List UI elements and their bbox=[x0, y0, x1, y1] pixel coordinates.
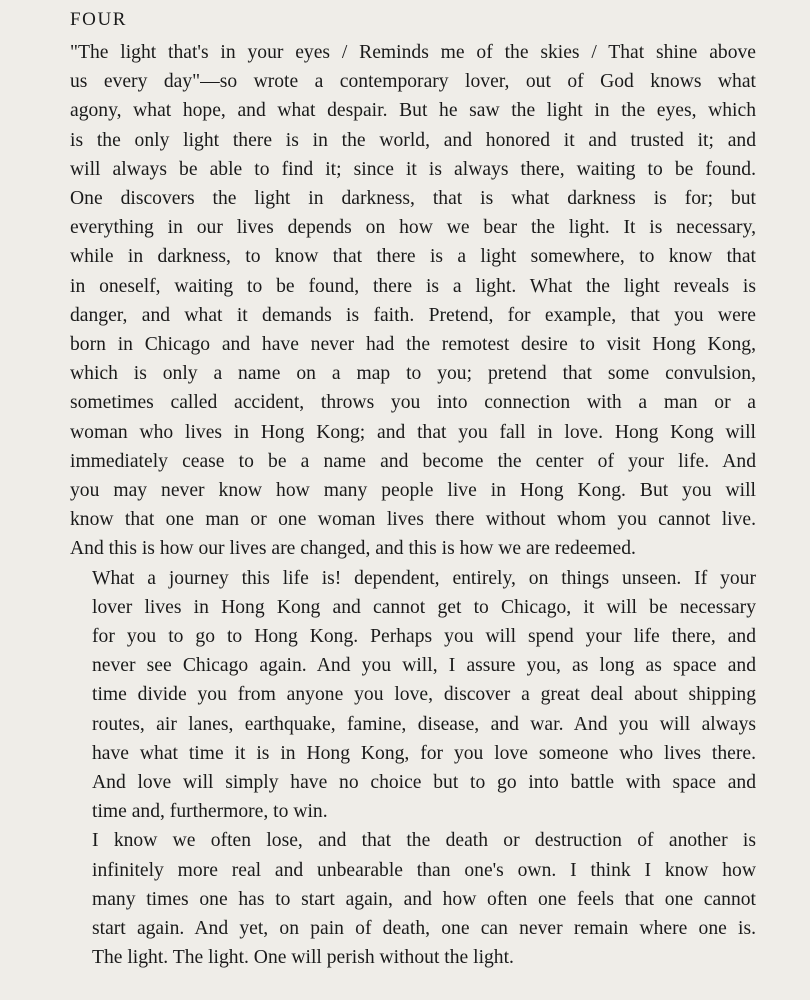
text-line: will always be able to find it; since it is always there, waiting to be found. bbox=[70, 158, 756, 180]
text-line: The light. The light. One will perish without the light. bbox=[92, 947, 514, 969]
text-line: sometimes called accident, throws you into connection with a man or a bbox=[70, 392, 756, 414]
text-line: us every day"—so wrote a contemporary lover, out of God knows what bbox=[70, 71, 756, 93]
text-line: which is only a name on a map to you; pretend that some convulsion, bbox=[70, 363, 756, 385]
chapter-heading: FOUR bbox=[70, 9, 128, 30]
text-line: time and, furthermore, to win. bbox=[92, 801, 328, 823]
text-line: have what time it is in Hong Kong, for you love someone who lives there. bbox=[92, 742, 756, 764]
text-line: routes, air lanes, earthquake, famine, disease, and war. And you will always bbox=[92, 713, 756, 735]
text-line: time divide you from anyone you love, discover a great deal about shipping bbox=[92, 684, 756, 706]
text-line: you may never know how many people live in Hong Kong. But you will bbox=[70, 480, 756, 502]
body-text bbox=[70, 38, 756, 973]
text-line: never see Chicago again. And you will, I assure you, as long as space and bbox=[92, 655, 756, 677]
paragraph-3 bbox=[70, 826, 756, 972]
text-line: immediately cease to be a name and become the center of your life. And bbox=[70, 450, 756, 472]
text-line: lover lives in Hong Kong and cannot get to Chicago, it will be necessary bbox=[92, 596, 756, 618]
text-line: is the only light there is in the world, and honored it and trusted it; and bbox=[70, 129, 756, 151]
text-line: everything in our lives depends on how we bear the light. It is necessary, bbox=[70, 217, 756, 239]
text-line: And love will simply have no choice but to go into battle with space and bbox=[92, 772, 756, 794]
text-line: born in Chicago and have never had the remotest desire to visit Hong Kong, bbox=[70, 334, 756, 356]
text-line: for you to go to Hong Kong. Perhaps you will spend your life there, and bbox=[92, 626, 756, 648]
text-line: I know we often lose, and that the death or destruction of another is bbox=[92, 830, 756, 852]
paragraph-2 bbox=[70, 564, 756, 827]
text-line: danger, and what it demands is faith. Pretend, for example, that you were bbox=[70, 304, 756, 326]
text-line: What a journey this life is! dependent, entirely, on things unseen. If your bbox=[92, 567, 756, 589]
text-line: One discovers the light in darkness, that is what darkness is for; but bbox=[70, 188, 756, 210]
text-line: in oneself, waiting to be found, there is a light. What the light reveals is bbox=[70, 275, 756, 297]
text-line: know that one man or one woman lives there without whom you cannot live. bbox=[70, 509, 756, 531]
text-line: start again. And yet, on pain of death, one can never remain where one is. bbox=[92, 918, 756, 940]
text-line: woman who lives in Hong Kong; and that you fall in love. Hong Kong will bbox=[70, 421, 756, 443]
paragraph-1 bbox=[70, 38, 756, 564]
text-line: agony, what hope, and what despair. But he saw the light in the eyes, which bbox=[70, 100, 756, 122]
text-line: And this is how our lives are changed, and this is how we are redeemed. bbox=[70, 538, 636, 560]
text-line: many times one has to start again, and how often one feels that one cannot bbox=[92, 888, 756, 910]
text-line: infinitely more real and unbearable than one's own. I think I know how bbox=[92, 859, 756, 881]
text-line: while in darkness, to know that there is a light somewhere, to know that bbox=[70, 246, 756, 268]
text-line: "The light that's in your eyes / Reminds me of the skies / That shine above bbox=[70, 42, 756, 63]
